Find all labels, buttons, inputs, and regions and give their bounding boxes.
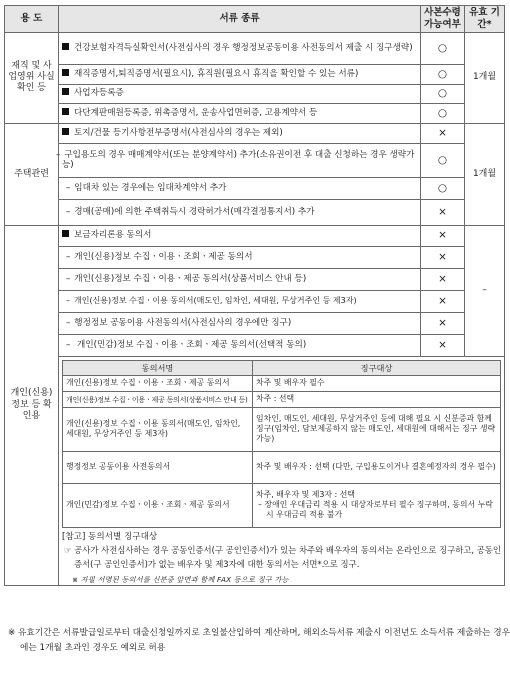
table-row (5, 246, 505, 268)
copy-mark: ○ (421, 177, 465, 199)
bullet-square-icon (62, 69, 69, 76)
validity-period: 1개월 (465, 123, 505, 225)
document-cell (59, 32, 421, 64)
document-text: 재직증명서,퇴직증명서(필요시), 휴직원(필요시 휴직을 확인할 수 있는 서류) (74, 68, 359, 79)
document-text: 행정정보 공동이용 사전동의서(사전심사의 경우에만 징구) (74, 317, 292, 328)
category-personal-info: 개인(신용) 정보 등 확인용 (5, 225, 59, 585)
header-validity: 유효 기간* (465, 6, 505, 33)
consent-target-cell (253, 483, 501, 527)
consent-name: 개인(신용)정보 수집ㆍ이용ㆍ조회ㆍ제공 동의서 (63, 375, 253, 391)
copy-mark: ○ (421, 84, 465, 103)
dash-marker: – (56, 149, 61, 160)
copy-mark: ○ (421, 103, 465, 123)
table-row (5, 268, 505, 290)
table-row (5, 312, 505, 334)
document-cell (59, 290, 421, 312)
document-text: 토지/건물 등기사항전부증명서(사전심사의 경우는 제외) (74, 127, 283, 138)
table-row (5, 334, 505, 356)
category-employment: 재직 및 사업영위 사실 확인 등 (5, 32, 59, 123)
validity-period: 1개월 (465, 32, 505, 123)
reference-body: ☞ 공사가 사전심사하는 경우 공동인증서(구 공인인증서)가 있는 차주와 배우자의 동의서는 온라인으로 징구하고, 공동인증서(구 공인인증서)가 없는 배우자 및 제3자에 대한 동의서는 서면*으로 징구. (64, 545, 501, 569)
document-text: 임대차 있는 경우에는 임대차계약서 추가 (74, 182, 227, 193)
copy-mark: × (421, 199, 465, 225)
validity-footnote: ※ 유효기간은 서류발급일로부터 대출신청일까지로 초일불산입하여 계산하며, 해외소득서류 제출시 이전년도 소득서류 제출하는 경우에는 1개월 초과인 경우도 예외로 허용 (8, 628, 510, 654)
consent-reference-section (59, 356, 505, 585)
table-row (63, 391, 501, 407)
table-row (63, 451, 501, 483)
consent-target: 차주 및 배우자 : 선택 (다만, 구입용도이거나 결혼예정자의 경우 필수) (253, 451, 501, 483)
table-header-row (5, 6, 505, 33)
document-cell (59, 177, 421, 199)
table-row (63, 483, 501, 527)
copy-mark: × (421, 246, 465, 268)
document-cell (56, 143, 421, 177)
reference-note: ※ 자필 서명된 동의서를 신분증 앞면과 함께 FAX 등으로 징구 가능 (72, 574, 289, 584)
consent-name: 개인(신용)정보 수집ㆍ이용ㆍ제공 동의서(상품서비스 안내 등) (63, 391, 253, 407)
table-row (63, 407, 501, 451)
consent-target: 차주, 배우자 및 제3자 : 선택 (256, 490, 355, 500)
sub-table-header-row (63, 360, 501, 375)
document-text: 건강보험자격득실확인서(사전심사의 경우 행정정보공동이용 사전동의서 제출 시 징구생략) (74, 42, 413, 53)
table-row (5, 123, 505, 143)
document-text: 보금자리론용 동의서 (74, 230, 152, 241)
required-documents-table (4, 5, 505, 586)
copy-mark: ○ (421, 143, 465, 177)
bullet-square-icon (62, 128, 69, 135)
table-row (5, 290, 505, 312)
copy-mark: × (421, 290, 465, 312)
table-row (5, 64, 505, 84)
consent-target: 차주 및 배우자 필수 (253, 375, 501, 391)
document-cell (59, 199, 421, 225)
consent-target: 임차인, 매도인, 세대원, 무상거주인 등에 대해 필요 시 신분증과 함께 징구(임차인, 담보제공하지 않는 매도인, 세대원에 대해서는 징구 생략 가능) (253, 407, 501, 451)
document-text: 개인(신용)정보 수집ㆍ이용 동의서(매도인, 임차인, 세대원, 무상거주인 등 제3자) (74, 296, 357, 306)
consent-target-note: – 장애인 우대금리 적용 시 대상자로부터 필수 징구하며, 동의서 누락 시 우대금리 적용 불가 (258, 500, 493, 520)
document-cell (59, 246, 421, 268)
table-row (5, 177, 505, 199)
category-housing: 주택관련 (5, 123, 59, 225)
bullet-square-icon (62, 88, 69, 95)
document-cell (59, 268, 421, 290)
document-cell (59, 84, 421, 103)
table-row (63, 375, 501, 391)
dash-marker: – (66, 182, 71, 193)
table-row (5, 199, 505, 225)
consent-name: 개인(민감)정보 수집ㆍ이용ㆍ조회ㆍ제공 동의서 (63, 483, 253, 527)
table-row (5, 143, 505, 177)
table-row (5, 225, 505, 246)
dash-marker: – (66, 251, 71, 262)
copy-mark: × (421, 225, 465, 246)
document-text: 사업자등록증 (74, 88, 124, 99)
document-cell (59, 123, 421, 143)
document-cell (59, 225, 421, 246)
document-cell (59, 103, 421, 123)
dash-marker: – (66, 339, 71, 350)
document-text: 개인(신용)정보 수집ㆍ이용ㆍ조회ㆍ제공 동의서 (74, 251, 253, 262)
table-row (5, 103, 505, 123)
copy-mark: ○ (421, 32, 465, 64)
document-text: 개인(민감)정보 수집ㆍ이용ㆍ조회ㆍ제공 동의서(선택적 동의) (74, 339, 307, 350)
document-text: 경매(공매)에 의한 주택취득시 경락허가서(매각결정통지서) 추가 (74, 206, 315, 217)
dash-marker: – (66, 273, 71, 284)
bullet-square-icon (62, 43, 69, 50)
consent-name: 행정정보 공동이용 사전동의서 (63, 451, 253, 483)
consent-target-table (62, 360, 501, 528)
dash-marker: – (66, 317, 71, 328)
copy-mark: ○ (421, 64, 465, 84)
header-purpose: 용 도 (5, 6, 59, 33)
bullet-square-icon (62, 230, 69, 237)
document-cell (59, 334, 421, 356)
table-row (5, 32, 505, 64)
bullet-square-icon (62, 108, 69, 115)
dash-marker: – (66, 296, 70, 306)
header-document-type: 서류 종류 (59, 6, 421, 33)
document-text: 구입용도의 경우 매매계약서(또는 분양계약서) 추가(소유권이전 후 대출 신청하는 경우 생략가능) (62, 149, 415, 171)
table-row (5, 84, 505, 103)
copy-mark: × (421, 123, 465, 143)
consent-target: 차주 : 선택 (253, 391, 501, 407)
dash-marker: – (66, 206, 71, 217)
sub-header-consent-name: 동의서명 (63, 360, 253, 375)
copy-mark: × (421, 312, 465, 334)
document-text: 다단계판매원등록증, 위촉증명서, 운송사업면허증, 고용계약서 등 (74, 107, 318, 118)
copy-mark: × (421, 268, 465, 290)
consent-name: 개인(신용)정보 수집ㆍ이용 동의서(매도인, 임차인, 세대원, 무상거주인 등 제3자) (63, 407, 253, 451)
document-text: 개인(신용)정보 수집ㆍ이용ㆍ제공 동의서(상품서비스 안내 등) (74, 273, 307, 284)
copy-mark: × (421, 334, 465, 356)
validity-period: – (465, 225, 505, 356)
document-cell (59, 312, 421, 334)
sub-header-target: 징구대상 (253, 360, 501, 375)
header-copy-acceptable: 사본수령 가능여부 (421, 6, 465, 33)
document-cell (59, 64, 421, 84)
consent-reference-row (5, 356, 505, 585)
reference-title: [참고] 동의서별 징구대상 (62, 531, 158, 542)
